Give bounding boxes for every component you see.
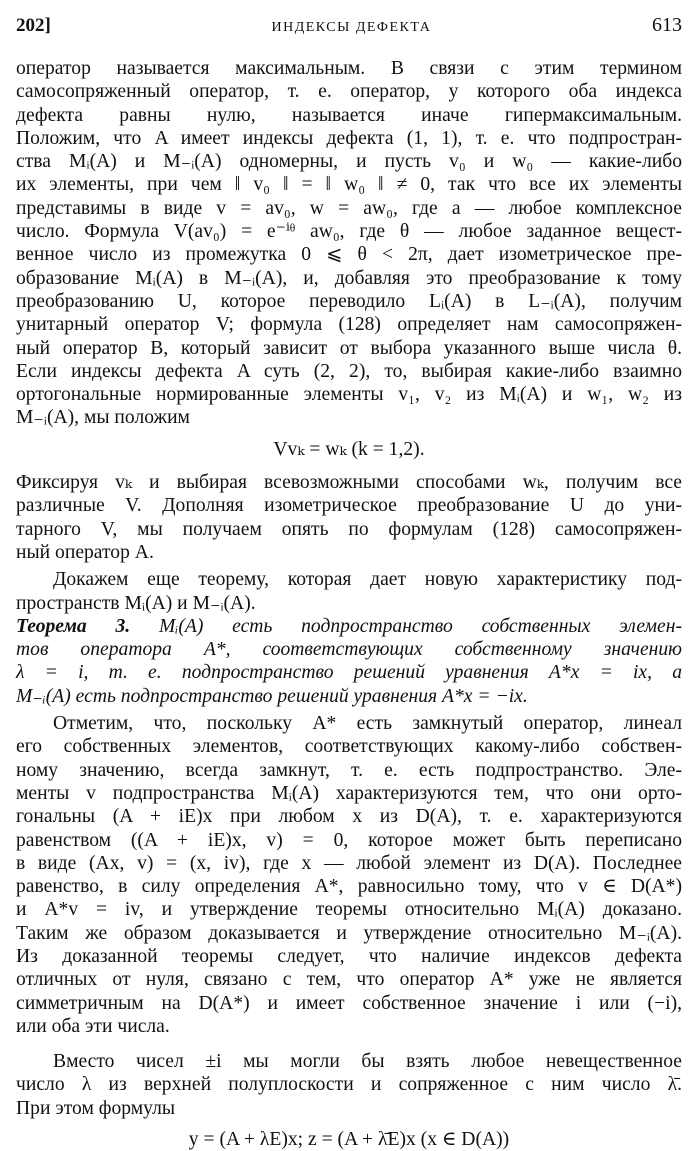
text-line: ства Mᵢ(A) и M₋ᵢ(A) одномерны, и пусть v₀ и w₀ — какие-либо [16,151,682,173]
page-number: 613 [651,14,682,36]
running-title: ИНДЕКСЫ ДЕФЕКТА [271,20,432,35]
text-line: его собственных элементов, соответствующих какому-либо собствен- [16,736,682,758]
text-line [16,615,682,638]
text-line: M₋ᵢ(A) есть подпространство решений уравнения A*x = −ix. [16,685,528,707]
text-line: λ = i, т. е. подпространство решений уравнения A*x = ix, а [16,662,682,684]
paragraph-4 [16,712,682,1038]
text-line: различные V. Дополняя изометрическое преобразование U до уни- [16,495,682,517]
text-line: Докажем еще теорему, которая дает новую характеристику под- [53,569,682,591]
text-line: Положим, что A имеет индексы дефекта (1, 1), т. е. что подпростран- [16,127,682,149]
text-line: Отметим, что, поскольку A* есть замкнутый оператор, линеал [53,713,682,735]
text-line: тарного V, мы получаем опять по формулам (128) самосопряжен- [16,518,682,540]
text-line: их элементы, при чем ‖ v₀ ‖ = ‖ w₀ ‖ ≠ 0, так что все их элементы [16,174,682,196]
text-line: равенство, в силу определения A*, равносильно тому, что v ∈ D(A*) [16,876,682,898]
section-number: 202] [16,15,51,36]
text-line: Фиксируя vₖ и выбирая всевозможными способами wₖ, получим все [16,472,682,494]
text-line: представимы в виде v = av₀, w = aw₀, где a — любое комплексное [16,197,682,219]
text-line: Таким же образом доказывается и утверждение относительно M₋ᵢ(A). [16,922,682,944]
text-line: отличных от нуля, связано с тем, что оператор A* уже не является [16,969,682,991]
text-line: пространств Mᵢ(A) и M₋ᵢ(A). [16,592,256,614]
text-line: ный оператор A. [16,541,154,563]
text-line: менты v подпространства Mᵢ(A) характеризуются тем, что они орто- [16,782,682,804]
text-line: самосопряженный оператор, т. е. оператор, у которого оба индекса [16,81,682,103]
theorem-3 [16,615,682,708]
paragraph-3 [16,568,682,615]
text-line: ный оператор B, который зависит от выбора указанного выше числа θ. [16,337,682,359]
text-line: оператор называется максимальным. В связи с этим термином [16,58,682,79]
formula-vvk: Vvₖ = wₖ (k = 1,2). [273,438,425,460]
page-header [16,14,682,40]
text-line: число. Формула V(av₀) = e⁻ⁱᶿ aw₀, где θ — любое заданное вещест- [16,221,682,243]
text-line: образование Mᵢ(A) в M₋ᵢ(A), и, добавляя это преобразование к тому [16,267,682,289]
text-line: симметричным на D(A*) и имеет собственное значение i или (−i), [16,992,682,1014]
paragraph-5 [16,1050,682,1120]
text-line: Из доказанной теоремы следует, что наличие индексов дефекта [16,945,682,967]
paragraph-1 [16,57,682,430]
text-line: тов оператора A*, соответствующих собственному значению [16,639,682,661]
text-line: дефекта равны нулю, называется иначе гипермаксимальным. [16,104,682,126]
text-line: M₋ᵢ(A), мы положим [16,407,190,429]
text-line: Вместо чисел ±i мы могли бы взять любое невещественное [53,1051,682,1073]
text-line: унитарный оператор V; формула (128) определяет нам самосопряжен- [16,314,682,336]
text-line: число λ из верхней полуплоскости и сопряженное с ним число λ̄. [16,1074,682,1096]
text-line: преобразованию U, которое переводило Lᵢ(A) в L₋ᵢ(A), получим [16,290,682,312]
theorem-heading: Теорема 3. [16,615,131,637]
text-line: венное число из промежутка 0 ⩽ θ < 2π, дает изометрическое пре- [16,244,682,266]
text-line: ортогональные нормированные элементы v₁, v₂ из Mᵢ(A) и w₁, w₂ из [16,384,682,406]
text-line: в виде (Ax, v) = (x, iv), где x — любой элемент из D(A). Последнее [16,852,682,874]
text-line: Если индексы дефекта A суть (2, 2), то, выбирая какие-либо взаимно [16,360,682,382]
paragraph-2 [16,471,682,564]
text-line: При этом формулы [16,1097,176,1119]
text-line: равенством ((A + iE)x, v) = 0, которое может быть переписано [16,829,682,851]
theorem-text: Mᵢ(A) есть подпространство собственных элемен- [130,615,682,637]
text-line: ному значению, всегда замкнут, т. е. есть подпространство. Эле- [16,759,682,781]
text-line: и A*v = iv, и утверждение теоремы относительно Mᵢ(A) доказано. [16,899,682,921]
formula-yz: y = (A + λE)x; z = (A + λ̄E)x (x ∈ D(A)) [188,1129,510,1151]
text-line: гональны (A + iE)x при любом x из D(A), т. е. характеризуются [16,806,682,828]
text-line: или оба эти числа. [16,1015,170,1037]
